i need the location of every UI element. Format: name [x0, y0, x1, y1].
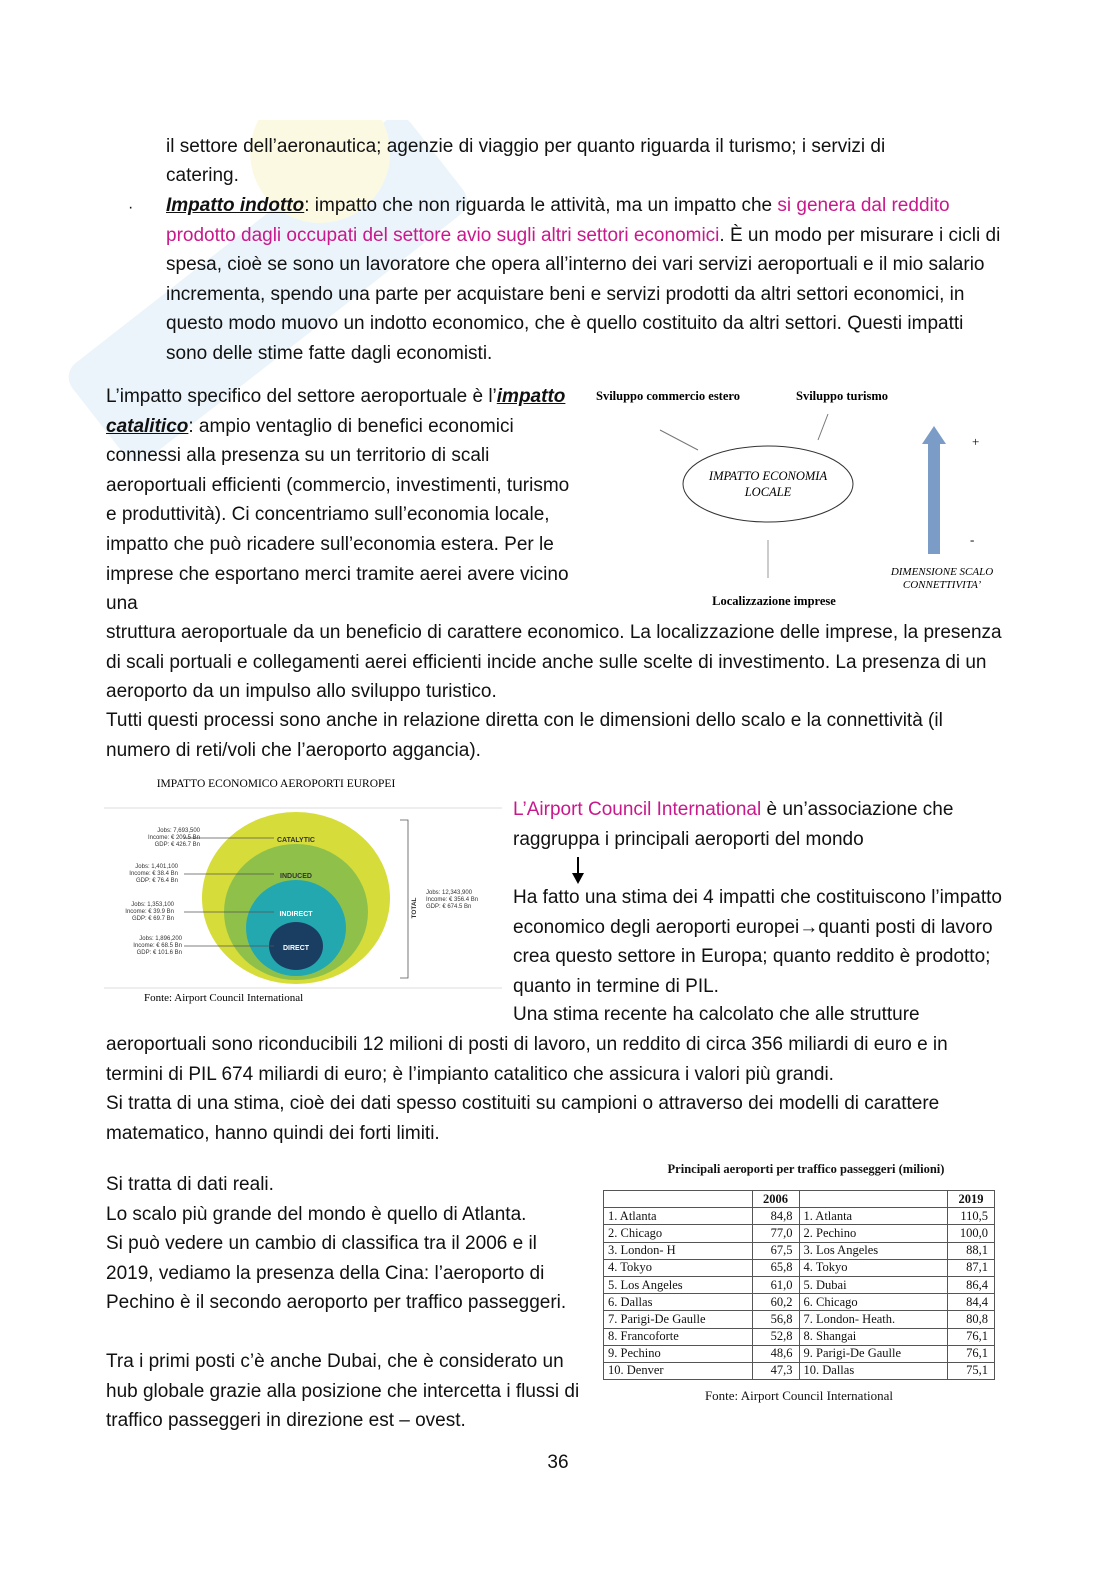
- catalytic-term: impatto catalitico: [106, 386, 566, 437]
- intro-line-1: il settore dell’aeronautica; agenzie di viaggio per quanto riguarda il turismo; i servizi di: [166, 136, 886, 157]
- airport-2006: 9. Pechino: [604, 1345, 753, 1362]
- arrow-trade: [660, 430, 698, 450]
- value-2006: 61,0: [752, 1276, 799, 1293]
- layer-label-direct: DIRECT: [282, 945, 310, 952]
- scale-arrow: [922, 426, 946, 554]
- table-row: [604, 1294, 995, 1311]
- center-line-1: IMPATTO ECONOMIA: [708, 469, 828, 483]
- table-title: Principali aeroporti per traffico passeggeri (milioni): [667, 1162, 945, 1176]
- indirect-gdp: GDP: € 69.7 Bn: [131, 916, 174, 922]
- indotto-term: Impatto indotto: [166, 195, 305, 216]
- catalytic-continuation: struttura aeroportuale da un beneficio di carattere economico. La localizzazione delle imprese, la presenza di scali portuali e collegamenti aerei efficienti incide anche sulle scelte di investimento. La presenza di un aeroporto da un impulso allo sviluppo turistico.: [106, 622, 1002, 703]
- total-jobs: Jobs: 12,343,900: [426, 890, 473, 896]
- value-2006: 48,6: [752, 1345, 799, 1362]
- direct-gdp: GDP: € 101.6 Bn: [136, 950, 182, 956]
- table-row: [604, 1225, 995, 1242]
- table-header-row: [604, 1191, 995, 1208]
- catalytic-jobs: Jobs: 7,693,500: [157, 828, 200, 834]
- indotto-paragraph: [166, 191, 1008, 369]
- airport-2019: 9. Parigi-De Gaulle: [799, 1345, 948, 1362]
- value-2019: 84,4: [948, 1294, 995, 1311]
- real-data-dubai: Tra i primi posti c’è anche Dubai, che è considerato un hub globale grazie alla posizione che intercetta i flussi di traffico passeggeri in direzione est – ovest.: [106, 1351, 580, 1432]
- catalytic-income: Income: € 209.5 Bn: [147, 835, 200, 841]
- scale-line-1: DIMENSIONE SCALO: [890, 566, 994, 578]
- layer-label-catalytic: CATALYTIC: [277, 837, 315, 844]
- layer-label-induced: INDUCED: [280, 873, 312, 880]
- table-row: [604, 1242, 995, 1259]
- real-data-ranking: Si può vedere un cambio di classifica tra il 2006 e il 2019, vediamo la presenza della Cina: l’aeroporto di Pechino è il secondo aeroporto per traffico passeggeri.: [106, 1233, 567, 1314]
- label-firms: Localizzazione imprese: [712, 594, 836, 608]
- catalytic-prefix: L’impatto specifico del settore aeroportuale è l’: [106, 386, 497, 407]
- layer-label-indirect: INDIRECT: [279, 911, 313, 918]
- right-arrow-icon: →: [799, 916, 819, 938]
- airport-2006: 1. Atlanta: [604, 1208, 753, 1225]
- value-2019: 110,5: [948, 1208, 995, 1225]
- airport-2019: 5. Dubai: [799, 1276, 948, 1293]
- catalytic-paragraph: [106, 382, 576, 619]
- passenger-traffic-table: [603, 1190, 995, 1380]
- direct-jobs: Jobs: 1,896,200: [139, 936, 182, 942]
- total-gdp: GDP: € 674.5 Bn: [426, 904, 472, 910]
- airport-2006: 10. Denver: [604, 1362, 753, 1379]
- arrow-tourism: [818, 414, 828, 440]
- indotto-after-term: : impatto che non riguarda le attività, ma un impatto che: [304, 195, 778, 216]
- table-row: [604, 1328, 995, 1345]
- aci-text-2a: Ha fatto una stima dei 4 impatti che costituiscono l’impatto economico degli aeroporti europei: [513, 887, 1002, 938]
- airport-2019: 8. Shangai: [799, 1328, 948, 1345]
- total-bracket: [400, 820, 408, 978]
- aci-text-3b: aeroportuali sono riconducibili 12 milioni di posti di lavoro, un reddito di circa 356 miliardi di euro e in termini di PIL 674 miliardi di euro; è l’impianto catalitico che assicura i valori più grandi.: [106, 1034, 948, 1085]
- airport-2006: 8. Francoforte: [604, 1328, 753, 1345]
- aci-text-3a: Una stima recente ha calcolato che alle strutture: [513, 1004, 920, 1025]
- table-row: [604, 1345, 995, 1362]
- airport-2019: 7. London- Heath.: [799, 1311, 948, 1328]
- table-row: [604, 1362, 995, 1379]
- aci-intro: [513, 795, 1005, 854]
- aci-text-1: è un’associazione che raggruppa i principali aeroporti del mondo: [513, 799, 954, 850]
- value-2006: 52,8: [752, 1328, 799, 1345]
- indirect-jobs: Jobs: 1,353,100: [131, 902, 174, 908]
- value-2006: 56,8: [752, 1311, 799, 1328]
- value-2019: 76,1: [948, 1345, 995, 1362]
- airport-2019: 10. Dallas: [799, 1362, 948, 1379]
- value-2006: 65,8: [752, 1259, 799, 1276]
- scale-line-2: CONNETTIVITA’: [902, 579, 982, 591]
- bullet-marker: ·: [128, 199, 134, 216]
- table-row: [604, 1311, 995, 1328]
- intro-line-2: catering.: [166, 165, 239, 186]
- center-line-2: LOCALE: [744, 485, 792, 499]
- airport-2006: 6. Dallas: [604, 1294, 753, 1311]
- minus-sign: -: [970, 532, 975, 547]
- real-data-line: Si tratta di dati reali.: [106, 1174, 274, 1195]
- airport-2006: 7. Parigi-De Gaulle: [604, 1311, 753, 1328]
- header-empty-2: [799, 1191, 948, 1208]
- value-2019: 100,0: [948, 1225, 995, 1242]
- airport-2006: 4. Tokyo: [604, 1259, 753, 1276]
- table-body: [604, 1208, 995, 1380]
- aci-estimate-paragraph: [513, 883, 1005, 1001]
- page-number: 36: [547, 1452, 569, 1473]
- catalytic-body: : ampio ventaglio di benefici economici connessi alla presenza su un territorio di scali aeroportuali efficienti (commercio, investimenti, turismo e produttività). Ci concentriamo sull’economia locale, impatto che può ricadere sull’economia estera. Per le imprese che esportano merci tramite aerei avere vicino una: [106, 415, 570, 615]
- value-2019: 80,8: [948, 1311, 995, 1328]
- header-year-2019: 2019: [948, 1191, 995, 1208]
- header-year-2006: 2006: [752, 1191, 799, 1208]
- indotto-rest: . È un modo per misurare i cicli di spesa, cioè se sono un lavoratore che opera all’interno dei vari servizi aeroportuali e il mio salario incrementa, spendo una parte per acquistare beni e servizi prodotti da altri settori economici, in questo modo muovo un indotto economico, che è quello costituito da altri settori. Questi impatti sono delle stime fatte dagli economisti.: [166, 224, 1001, 364]
- value-2019: 75,1: [948, 1362, 995, 1379]
- diagram-title: IMPATTO ECONOMICO AEROPORTI EUROPEI: [156, 778, 396, 790]
- catalytic-paragraph-2: Tutti questi processi sono anche in relazione diretta con le dimensioni dello scalo e la connettività (il numero di reti/voli che l’aeroporto aggancia).: [106, 710, 943, 761]
- label-trade: Sviluppo commercio estero: [596, 389, 740, 403]
- table-row: [604, 1208, 995, 1225]
- value-2006: 84,8: [752, 1208, 799, 1225]
- airport-2019: 3. Los Angeles: [799, 1242, 948, 1259]
- aci-text-2b: quanti posti di lavoro crea questo settore in Europa; quanto reddito è prodotto; quanto in termine di PIL.: [513, 916, 993, 997]
- induced-jobs: Jobs: 1,401,100: [135, 864, 178, 870]
- airport-2006: 3. London- H: [604, 1242, 753, 1259]
- local-economy-diagram: [590, 382, 1020, 622]
- header-empty-1: [604, 1191, 753, 1208]
- table-row: [604, 1276, 995, 1293]
- diagram-source: Fonte: Airport Council International: [144, 992, 304, 1004]
- airport-2006: 5. Los Angeles: [604, 1276, 753, 1293]
- value-2019: 86,4: [948, 1276, 995, 1293]
- airport-2019: 2. Pechino: [799, 1225, 948, 1242]
- total-income: Income: € 356.4 Bn: [426, 897, 479, 903]
- table-row: [604, 1259, 995, 1276]
- value-2019: 76,1: [948, 1328, 995, 1345]
- aci-name: L’Airport Council International: [513, 799, 762, 820]
- value-2006: 60,2: [752, 1294, 799, 1311]
- indotto-highlight: si genera dal reddito prodotto dagli occupati del settore avio sugli altri settori economici: [166, 195, 950, 246]
- airport-2019: 6. Chicago: [799, 1294, 948, 1311]
- airport-2019: 1. Atlanta: [799, 1208, 948, 1225]
- value-2006: 77,0: [752, 1225, 799, 1242]
- value-2006: 47,3: [752, 1362, 799, 1379]
- catalytic-gdp: GDP: € 426.7 Bn: [154, 842, 200, 848]
- value-2019: 87,1: [948, 1259, 995, 1276]
- value-2006: 67,5: [752, 1242, 799, 1259]
- direct-income: Income: € 68.5 Bn: [133, 943, 182, 949]
- total-label: TOTAL: [411, 897, 418, 919]
- down-arrow-icon: [570, 855, 586, 885]
- aci-text-4: Si tratta di una stima, cioè dei dati spesso costituiti su campioni o attraverso dei modelli di carattere matematico, hanno quindi dei forti limiti.: [106, 1093, 940, 1144]
- center-ellipse: [683, 446, 853, 522]
- real-data-atlanta: Lo scalo più grande del mondo è quello di Atlanta.: [106, 1204, 527, 1225]
- indirect-income: Income: € 39.9 Bn: [125, 909, 174, 915]
- induced-income: Income: € 38.4 Bn: [129, 871, 178, 877]
- table-source: Fonte: Airport Council International: [704, 1388, 894, 1403]
- airport-2019: 4. Tokyo: [799, 1259, 948, 1276]
- induced-gdp: GDP: € 76.4 Bn: [135, 878, 178, 884]
- plus-sign: +: [972, 434, 980, 449]
- airport-2006: 2. Chicago: [604, 1225, 753, 1242]
- value-2019: 88,1: [948, 1242, 995, 1259]
- europe-impact-diagram: [104, 772, 502, 1008]
- label-tourism: Sviluppo turismo: [796, 389, 889, 403]
